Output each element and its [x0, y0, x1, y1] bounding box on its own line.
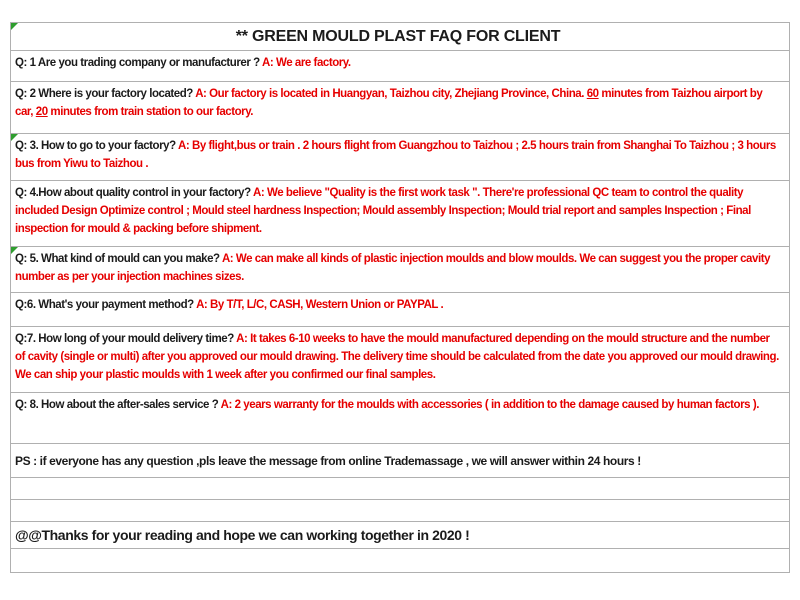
question-text: Q: 4.How about quality control in your factory?: [15, 187, 254, 199]
faq-row-q7: [10, 327, 790, 393]
answer-text: A: By flight,bus or train . 2 hours flight from Guangzhou to Taizhou ; 2.5 hours train from Shanghai To Taizhou ; 3 hours bus from Yiwu to Taizhou .: [15, 140, 776, 170]
answer-text: A: We believe "Quality is the first work task ". There're professional QC team to control the quality included Design Optimize control ; Mould steel hardness Inspection; Mould assembly Inspection; Mould trial report and samples Inspection ; Final inspection for mould & packing before shipment.: [15, 187, 751, 235]
question-text: Q:7. How long of your mould delivery time?: [15, 333, 237, 345]
answer-text: A: It takes 6-10 weeks to have the mould manufactured depending on the mould structure and the number of cavity (single or multi) after you approved our mould drawing. The delivery time should be calculated from the date you approved our mould drawing. We can ship your plastic moulds with 1 week after you confirmed our final samples.: [15, 333, 779, 381]
faq-row-empty-2: [10, 500, 790, 522]
question-text: Q: 1 Are you trading company or manufacturer ?: [15, 57, 263, 69]
question-text: Q: 8. How about the after-sales service ?: [15, 399, 221, 411]
faq-row-q3: [10, 134, 790, 181]
question-text: Q: 5. What kind of mould can you make?: [15, 253, 222, 265]
thanks-text: @@Thanks for your reading and hope we can working together in 2020 !: [15, 527, 470, 543]
ps-text: PS : if everyone has any question ,pls leave the message from online Trademassage , we will answer within 24 hours !: [15, 454, 641, 468]
faq-table: [10, 22, 790, 573]
faq-row-empty-1: [10, 478, 790, 500]
faq-row-q2: [10, 82, 790, 134]
question-text: Q: 2 Where is your factory located?: [15, 88, 196, 100]
faq-row-q4: [10, 181, 790, 247]
comment-marker-icon: [11, 247, 18, 254]
answer-text: A: We can make all kinds of plastic injection moulds and blow moulds. We can suggest you the proper cavity number as per your injection machines sizes.: [15, 253, 771, 283]
title-text: ** GREEN MOULD PLAST FAQ FOR CLIENT: [235, 28, 561, 45]
faq-row-q1: [10, 51, 790, 82]
faq-row-q6: [10, 293, 790, 327]
answer-text: A: We are factory.: [262, 57, 351, 69]
question-text: Q:6. What's your payment method?: [15, 299, 197, 311]
answer-text: A: By T/T, L/C, CASH, Western Union or PAYPAL .: [196, 299, 444, 311]
answer-text: A: 2 years warranty for the moulds with accessories ( in addition to the damage caused by human factors ).: [220, 399, 759, 411]
question-text: Q: 3. How to go to your factory?: [15, 140, 178, 152]
faq-row-q5: [10, 247, 790, 293]
comment-marker-icon: [11, 23, 18, 30]
answer-text: A: Our factory is located in Huangyan, Taizhou city, Zhejiang Province, China. 60 minutes from Taizhou airport by car, 20 minutes from train station to our factory.: [15, 88, 763, 118]
faq-row-empty-3: [10, 549, 790, 573]
faq-row-thanks: [10, 522, 790, 549]
faq-row-q8: [10, 393, 790, 444]
faq-row-ps: [10, 444, 790, 478]
comment-marker-icon: [11, 134, 18, 141]
faq-row-title: [10, 23, 790, 51]
